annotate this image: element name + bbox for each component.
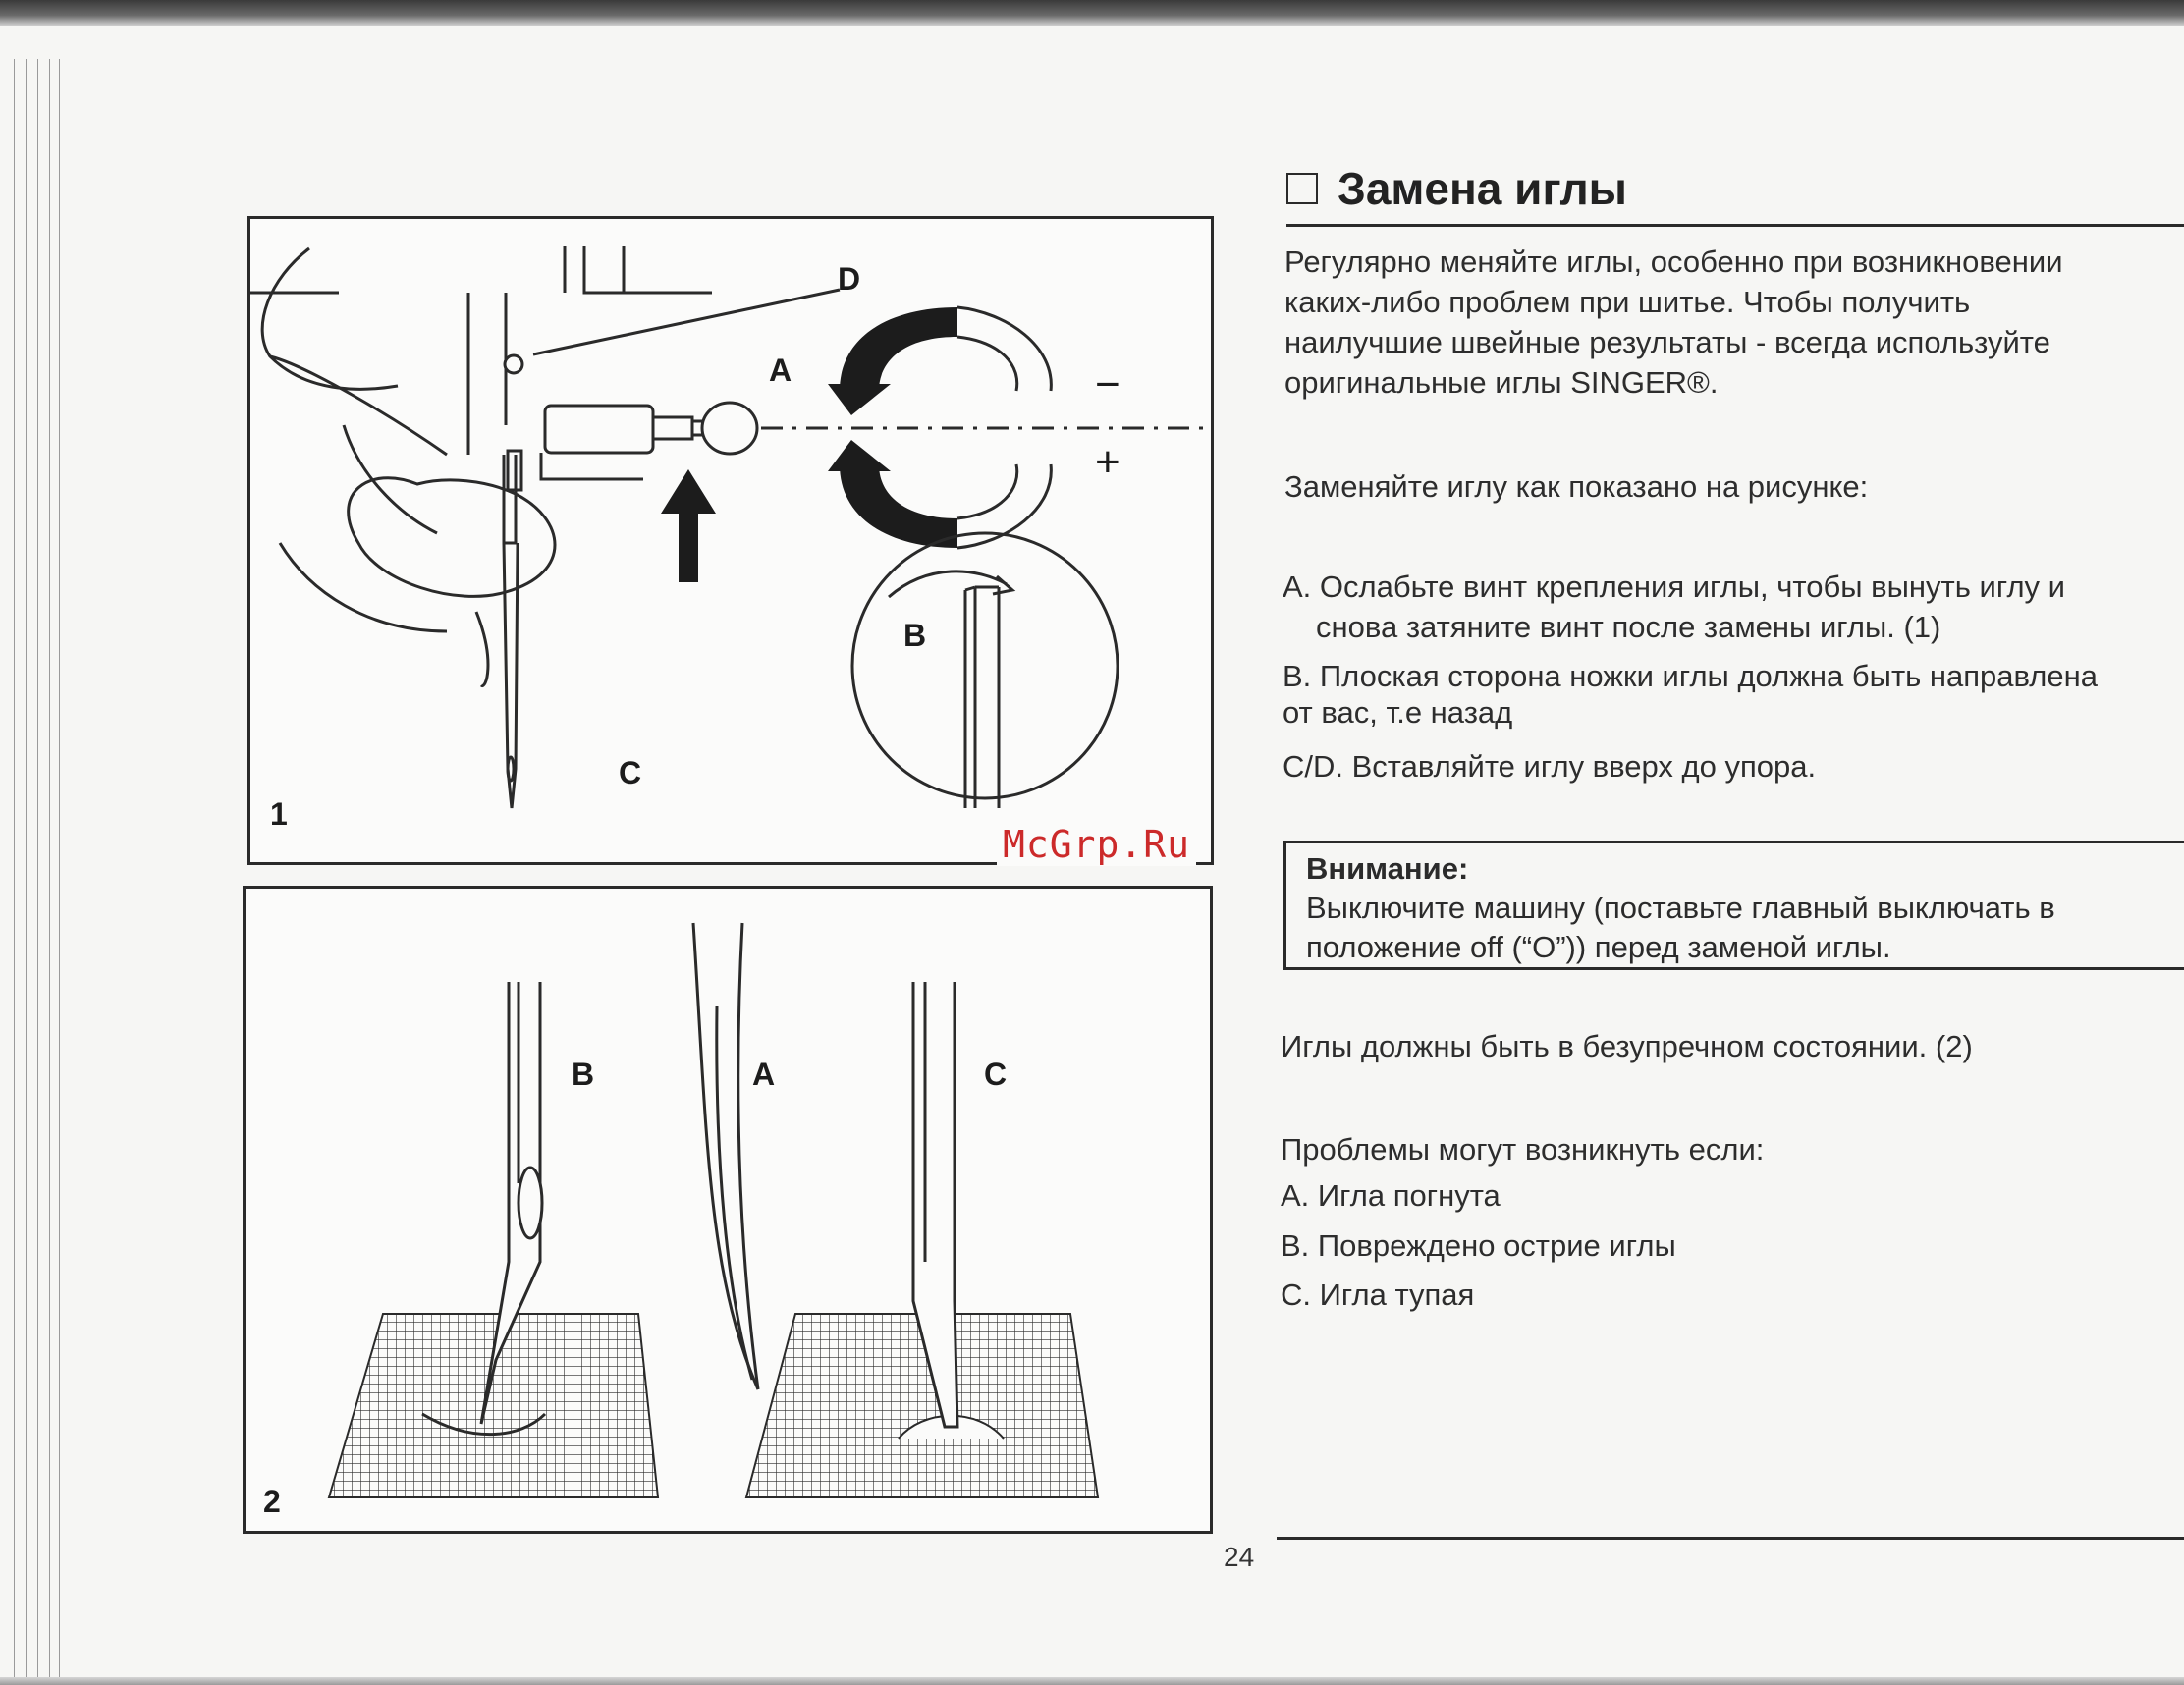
top-scan-band <box>0 0 2184 26</box>
needle-shank-inset <box>852 533 1118 808</box>
warning-line-1: Выключите машину (поставьте главный выключать в <box>1306 891 2055 925</box>
intro-line-1: Регулярно меняйте иглы, особенно при возникновении <box>1284 245 2063 279</box>
intro-line-4: оригинальные иглы SINGER®. <box>1284 365 1719 400</box>
step-cd: C/D. Вставляйте иглу вверх до упора. <box>1283 749 1817 784</box>
step-b-line-2: от вас, т.е назад <box>1283 695 1513 730</box>
intro-line-3: наилучшие швейные результаты - всегда используйте <box>1284 325 2050 359</box>
problem-a: A. Игла погнута <box>1281 1178 1501 1213</box>
heading-rule <box>1286 224 2184 227</box>
needle-clamp <box>505 355 757 490</box>
problem-b: B. Повреждено острие иглы <box>1281 1228 1676 1263</box>
figure-1-label-plus: + <box>1095 438 1120 486</box>
step-a-line-1: A. Ослабьте винт крепления иглы, чтобы вынуть иглу и <box>1283 570 2065 604</box>
page-edges <box>0 59 69 1685</box>
needle-a-drawing <box>693 923 758 1389</box>
figure-2-drawing <box>246 889 1210 1531</box>
step-a-line-2: снова затяните винт после замены иглы. (1) <box>1316 610 1941 644</box>
intro-line-2: каких-либо проблем при шитье. Чтобы получить <box>1284 285 1971 319</box>
figure-2-needle-condition <box>243 886 1213 1534</box>
figure-1-drawing <box>250 219 1211 862</box>
section-heading <box>1286 162 1627 215</box>
condition-text: Иглы должны быть в безупречном состоянии. (2) <box>1281 1029 1973 1063</box>
figure-1-label-d: D <box>838 261 861 297</box>
figure-1-label-c: C <box>619 755 642 790</box>
pointer-line-d <box>533 290 840 354</box>
warning-line-2: положение off (“O”)) перед заменой иглы. <box>1306 930 1891 964</box>
warning-box <box>1283 841 2184 970</box>
checkbox-icon <box>1286 173 1318 204</box>
step-b-line-1: B. Плоская сторона ножки иглы должна быть направлена <box>1283 659 2098 693</box>
figure-1-needle-replacement <box>247 216 1214 865</box>
figure-2-number: 2 <box>263 1484 281 1519</box>
page-number: 24 <box>1224 1542 1255 1572</box>
problem-c: C. Игла тупая <box>1281 1277 1475 1312</box>
figure-1-number: 1 <box>270 796 288 832</box>
figure-2-label-b: B <box>572 1057 595 1092</box>
warning-title: Внимание: <box>1306 851 1469 886</box>
figure-2-label-a: A <box>752 1057 776 1092</box>
watermark: McGrp.Ru <box>997 823 1196 866</box>
figure-1-label-b: B <box>903 618 927 653</box>
instruction-lead: Заменяйте иглу как показано на рисунке: <box>1284 469 1869 504</box>
up-arrow-icon <box>661 469 716 582</box>
figure-1-label-a: A <box>769 353 792 388</box>
figure-1-label-minus: − <box>1095 360 1120 408</box>
figure-2-label-c: C <box>984 1057 1008 1092</box>
problems-lead: Проблемы могут возникнуть если: <box>1281 1132 1765 1167</box>
needle-drawing <box>504 455 518 808</box>
section-title: Замена иглы <box>1338 163 1627 214</box>
bottom-scan-edge <box>0 1677 2184 1685</box>
fabric-left <box>329 1314 658 1497</box>
bottom-rule <box>1277 1537 2184 1540</box>
